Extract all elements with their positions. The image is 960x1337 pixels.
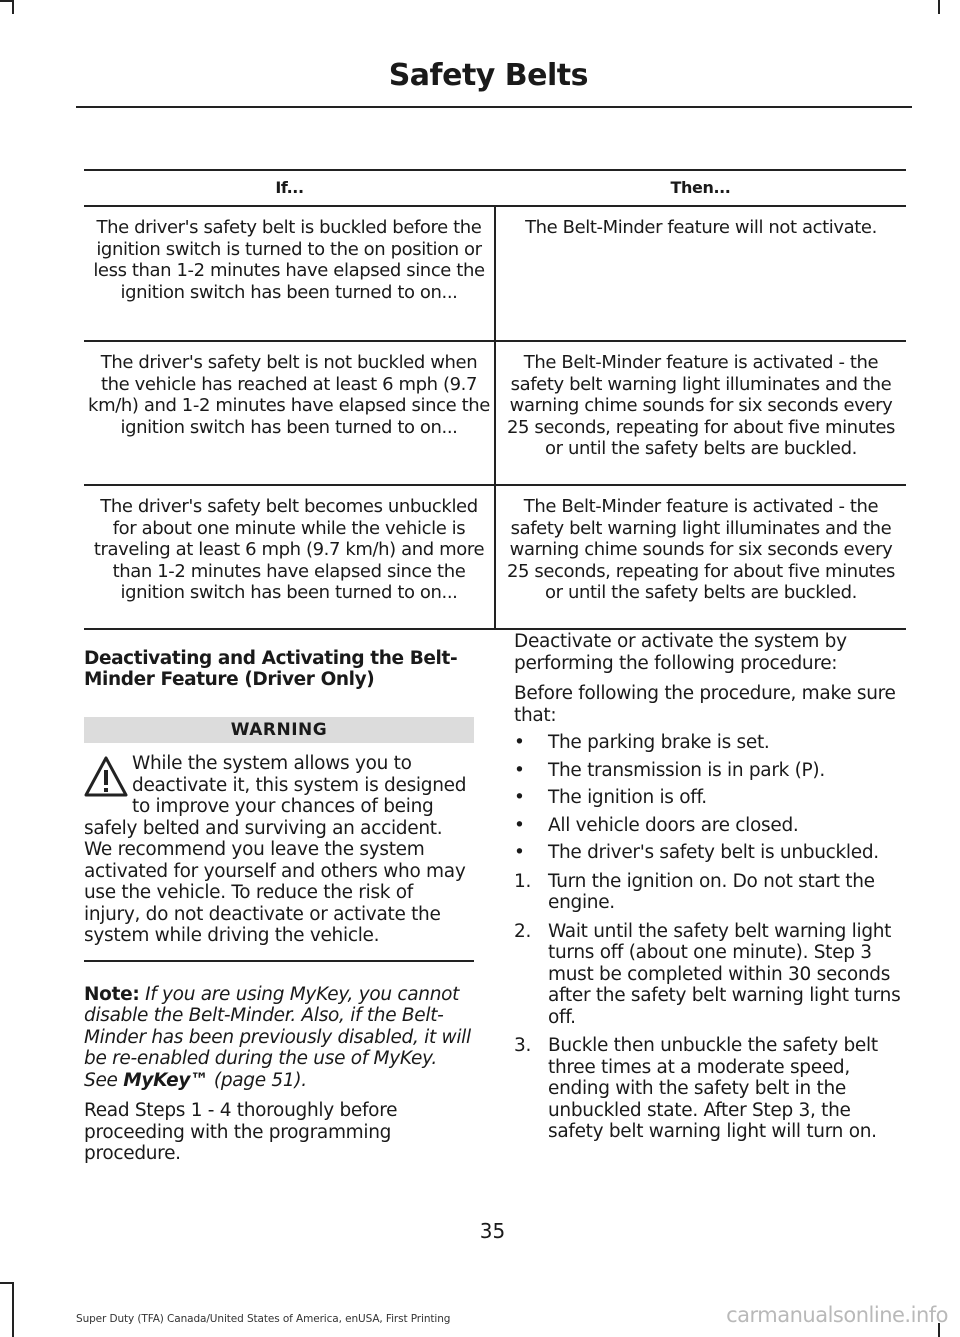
warning-text: While the system allows you to deactivate it, this system is designed to improve your chances of being safely belted and surviving an accident. We recommend you leave the system activated for yourself and others who may use the vehicle. To reduce the risk of injury, do not deactivate or activate the system while driving the vehicle. xyxy=(84,753,467,946)
table-row xyxy=(84,485,906,629)
crop-mark-bottom-left xyxy=(12,1282,14,1337)
note-page-ref: (page 51). xyxy=(213,1069,307,1091)
left-column xyxy=(84,648,474,1165)
note-label: Note: xyxy=(84,983,140,1005)
table-header-if: If... xyxy=(84,170,495,206)
list-item: • All vehicle doors are closed. xyxy=(514,814,799,836)
header-rule xyxy=(76,106,912,108)
crop-mark-top-right xyxy=(938,0,940,14)
note xyxy=(84,984,474,1092)
table-header-then: Then... xyxy=(495,170,906,206)
table-cell-then: The Belt-Minder feature is activated - the safety belt warning light illuminates and the warning chime sounds for six seconds every 25 seconds, repeating for about five minutes or until the safety belts are buckled. xyxy=(495,341,906,485)
list-item: • The transmission is in park (P). xyxy=(514,759,825,781)
note-text: If you are using MyKey, you cannot disable the Belt-Minder. Also, if the Belt-Minder has been previously disabled, it will be re-enabled during the use of MyKey. See xyxy=(84,983,471,1091)
mykey-link[interactable]: MyKey™ xyxy=(123,1069,209,1091)
intro-text: Deactivate or activate the system by performing the following procedure: xyxy=(514,631,847,674)
step-item: 2. Wait until the safety belt warning light turns off (about one minute). Step 3 must be completed within 30 seconds after the safety belt warning light turns off. xyxy=(514,920,901,1028)
crop-mark-top-left xyxy=(0,0,12,2)
watermark: carmanualsonline.info xyxy=(726,1303,948,1327)
table-row xyxy=(84,206,906,341)
edition-footer: Super Duty (TFA) Canada/United States of America, enUSA, First Printing xyxy=(76,1313,451,1325)
crop-mark-top-left-v xyxy=(12,0,14,14)
table-cell-if: The driver's safety belt is buckled before the ignition switch is turned to the on position or less than 1-2 minutes have elapsed since the ignition switch has been turned to on... xyxy=(84,206,495,341)
table-cell-if: The driver's safety belt is not buckled when the vehicle has reached at least 6 mph (9.7 km/h) and 1-2 minutes have elapsed since the ignition switch has been turned to on... xyxy=(84,341,495,485)
list-item: • The parking brake is set. xyxy=(514,732,770,753)
condition-table xyxy=(84,169,906,630)
list-item: • The ignition is off. xyxy=(514,787,707,808)
crop-mark-bottom-left-h xyxy=(0,1282,14,1284)
section-heading: Deactivating and Activating the Belt-Minder Feature (Driver Only) xyxy=(84,648,458,690)
warning-box xyxy=(84,753,474,947)
step-item: 1. Turn the ignition on. Do not start the engine. xyxy=(514,870,875,913)
table-header-row xyxy=(84,170,906,206)
table-cell-then: The Belt-Minder feature will not activate. xyxy=(495,206,906,341)
step-item: 3. Buckle then unbuckle the safety belt three times at a moderate speed, ending with the safety belt in the unbuckled state. After Step 3, the safety belt warning light will turn on. xyxy=(514,1035,878,1142)
table-row xyxy=(84,341,906,485)
before-text: Before following the procedure, make sure that: xyxy=(514,683,896,726)
warning-label: WARNING xyxy=(84,717,474,743)
table-cell-if: The driver's safety belt becomes unbuckled for about one minute while the vehicle is traveling at least 6 mph (9.7 km/h) and more than 1-2 minutes have elapsed since the ignition switch has been turned to on... xyxy=(84,485,495,629)
page-number: 35 xyxy=(479,1219,506,1243)
page-title: Safety Belts xyxy=(388,58,588,93)
warning-triangle-icon xyxy=(84,755,128,799)
right-column xyxy=(514,631,906,1143)
warning-rule xyxy=(84,960,474,962)
read-steps-text: Read Steps 1 - 4 thoroughly before proceeding with the programming procedure. xyxy=(84,1100,398,1164)
list-item: • The driver's safety belt is unbuckled. xyxy=(514,842,879,863)
table-cell-then: The Belt-Minder feature is activated - the safety belt warning light illuminates and the warning chime sounds for six seconds every 25 seconds, repeating for about five minutes or until the safety belts are buckled. xyxy=(495,485,906,629)
